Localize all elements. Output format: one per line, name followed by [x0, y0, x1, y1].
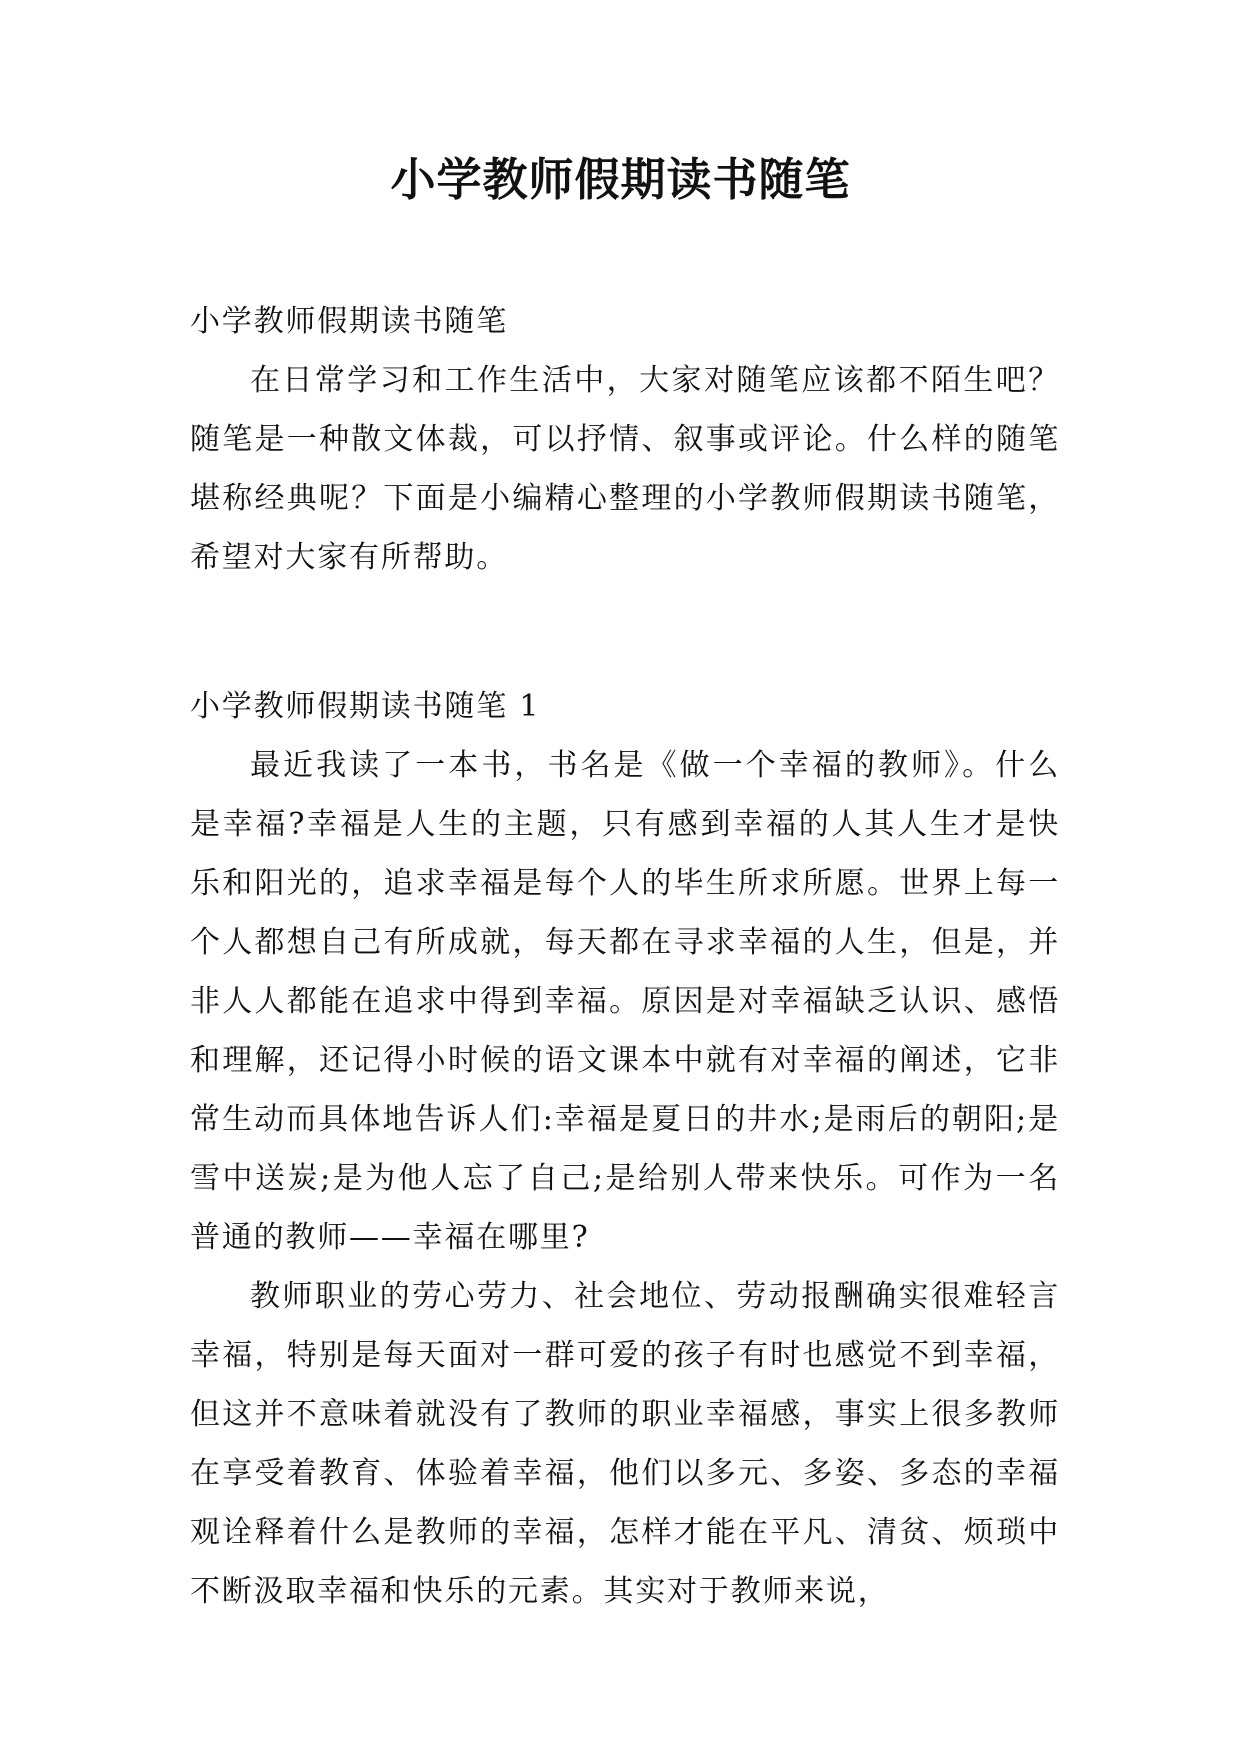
section-spacer	[190, 587, 1060, 677]
intro-paragraph: 在日常学习和工作生活中，大家对随笔应该都不陌生吧？随笔是一种散文体裁，可以抒情、叙事或评论。什么样的随笔堪称经典呢？下面是小编精心整理的小学教师假期读书随笔，希望对大家有所帮助。	[190, 363, 1060, 575]
section-1-heading: 小学教师假期读书随笔 1	[190, 689, 541, 724]
section-1-paragraph-2: 教师职业的劳心劳力、社会地位、劳动报酬确实很难轻言幸福，特别是每天面对一群可爱的孩子有时也感觉不到幸福，但这并不意味着就没有了教师的职业幸福感，事实上很多教师在享受着教育、体验着幸福，他们以多元、多姿、多态的幸福观诠释着什么是教师的幸福，怎样才能在平凡、清贫、烦琐中不断汲取幸福和快乐的元素。其实对于教师来说，	[190, 1279, 1060, 1609]
intro-heading: 小学教师假期读书随笔	[190, 304, 508, 339]
document-title: 小学教师假期读书随笔	[390, 153, 851, 206]
section-1-paragraph-1: 最近我读了一本书，书名是《做一个幸福的教师》。什么是幸福?幸福是人生的主题，只有感到幸福的人其人生才是快乐和阳光的，追求幸福是每个人的毕生所求所愿。世界上每一个人都想自己有所成就，每天都在寻求幸福的人生，但是，并非人人都能在追求中得到幸福。原因是对幸福缺乏认识、感悟和理解，还记得小时候的语文课本中就有对幸福的阐述，它非常生动而具体地告诉人们:幸福是夏日的井水;是雨后的朝阳;是雪中送炭;是为他人忘了自己;是给别人带来快乐。可作为一名普通的教师——幸福在哪里?	[190, 748, 1060, 1255]
document-body	[190, 292, 1060, 1621]
